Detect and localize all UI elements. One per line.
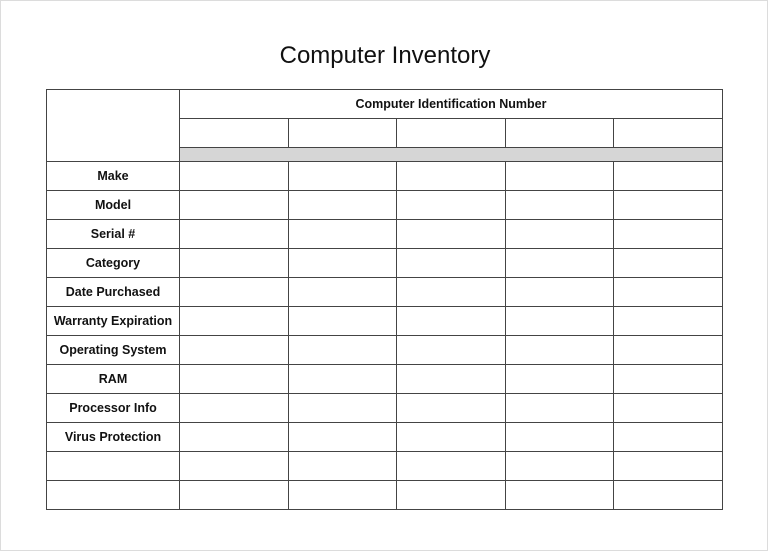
data-cell[interactable] — [397, 307, 506, 336]
inventory-table — [46, 89, 723, 510]
data-cell[interactable] — [505, 481, 614, 510]
data-cell[interactable] — [288, 336, 397, 365]
data-cell[interactable] — [288, 220, 397, 249]
row-label: Date Purchased — [47, 278, 180, 307]
data-cell[interactable] — [614, 278, 723, 307]
data-cell[interactable] — [505, 336, 614, 365]
row-label: Category — [47, 249, 180, 278]
data-cell[interactable] — [397, 481, 506, 510]
corner-cell — [47, 90, 180, 162]
table-row — [47, 336, 723, 365]
row-label: Processor Info — [47, 394, 180, 423]
row-label: Warranty Expiration — [47, 307, 180, 336]
data-cell[interactable] — [505, 278, 614, 307]
data-cell[interactable] — [288, 278, 397, 307]
data-cell[interactable] — [614, 162, 723, 191]
row-label: Serial # — [47, 220, 180, 249]
data-cell[interactable] — [397, 365, 506, 394]
data-cell[interactable] — [505, 423, 614, 452]
data-cell[interactable] — [614, 452, 723, 481]
computer-id-cell[interactable] — [505, 119, 614, 148]
row-label: Operating System — [47, 336, 180, 365]
data-cell[interactable] — [397, 452, 506, 481]
table-row — [47, 191, 723, 220]
page-title: Computer Inventory — [279, 42, 491, 69]
data-cell[interactable] — [614, 481, 723, 510]
data-cell[interactable] — [288, 307, 397, 336]
data-cell[interactable] — [614, 220, 723, 249]
data-cell[interactable] — [397, 278, 506, 307]
data-cell[interactable] — [614, 336, 723, 365]
data-cell[interactable] — [180, 162, 289, 191]
row-label — [47, 481, 180, 510]
computer-id-cell[interactable] — [180, 119, 289, 148]
table-row — [47, 307, 723, 336]
data-cell[interactable] — [180, 481, 289, 510]
data-cell[interactable] — [288, 452, 397, 481]
data-cell[interactable] — [180, 423, 289, 452]
row-label: Model — [47, 191, 180, 220]
row-label: Virus Protection — [47, 423, 180, 452]
data-cell[interactable] — [397, 220, 506, 249]
data-cell[interactable] — [614, 307, 723, 336]
table-row — [47, 162, 723, 191]
table-row — [47, 278, 723, 307]
data-cell[interactable] — [614, 191, 723, 220]
data-cell[interactable] — [505, 191, 614, 220]
data-cell[interactable] — [397, 336, 506, 365]
data-cell[interactable] — [614, 365, 723, 394]
row-label — [47, 452, 180, 481]
computer-id-cell[interactable] — [288, 119, 397, 148]
table-row — [47, 423, 723, 452]
data-cell[interactable] — [505, 220, 614, 249]
data-cell[interactable] — [180, 307, 289, 336]
data-cell[interactable] — [397, 191, 506, 220]
data-cell[interactable] — [180, 336, 289, 365]
table-row — [47, 365, 723, 394]
data-cell[interactable] — [397, 423, 506, 452]
data-cell[interactable] — [180, 220, 289, 249]
data-cell[interactable] — [614, 249, 723, 278]
data-cell[interactable] — [180, 452, 289, 481]
data-cell[interactable] — [614, 423, 723, 452]
row-label: Make — [47, 162, 180, 191]
gray-band — [180, 148, 723, 162]
data-cell[interactable] — [397, 162, 506, 191]
data-cell[interactable] — [397, 394, 506, 423]
data-cell[interactable] — [288, 423, 397, 452]
data-cell[interactable] — [505, 162, 614, 191]
data-cell[interactable] — [614, 394, 723, 423]
data-cell[interactable] — [505, 394, 614, 423]
table-row — [47, 220, 723, 249]
data-cell[interactable] — [180, 394, 289, 423]
data-cell[interactable] — [505, 452, 614, 481]
group-header: Computer Identification Number — [180, 90, 723, 119]
table-row — [47, 481, 723, 510]
computer-id-cell[interactable] — [397, 119, 506, 148]
table-row — [47, 249, 723, 278]
data-cell[interactable] — [288, 162, 397, 191]
data-cell[interactable] — [180, 249, 289, 278]
data-cell[interactable] — [397, 249, 506, 278]
data-cell[interactable] — [288, 191, 397, 220]
table-row — [47, 394, 723, 423]
table-row — [47, 452, 723, 481]
data-cell[interactable] — [180, 365, 289, 394]
data-cell[interactable] — [505, 249, 614, 278]
data-cell[interactable] — [288, 249, 397, 278]
data-cell[interactable] — [180, 191, 289, 220]
data-cell[interactable] — [505, 365, 614, 394]
row-label: RAM — [47, 365, 180, 394]
data-cell[interactable] — [288, 365, 397, 394]
data-cell[interactable] — [288, 481, 397, 510]
data-cell[interactable] — [505, 307, 614, 336]
data-cell[interactable] — [288, 394, 397, 423]
data-cell[interactable] — [180, 278, 289, 307]
computer-id-cell[interactable] — [614, 119, 723, 148]
